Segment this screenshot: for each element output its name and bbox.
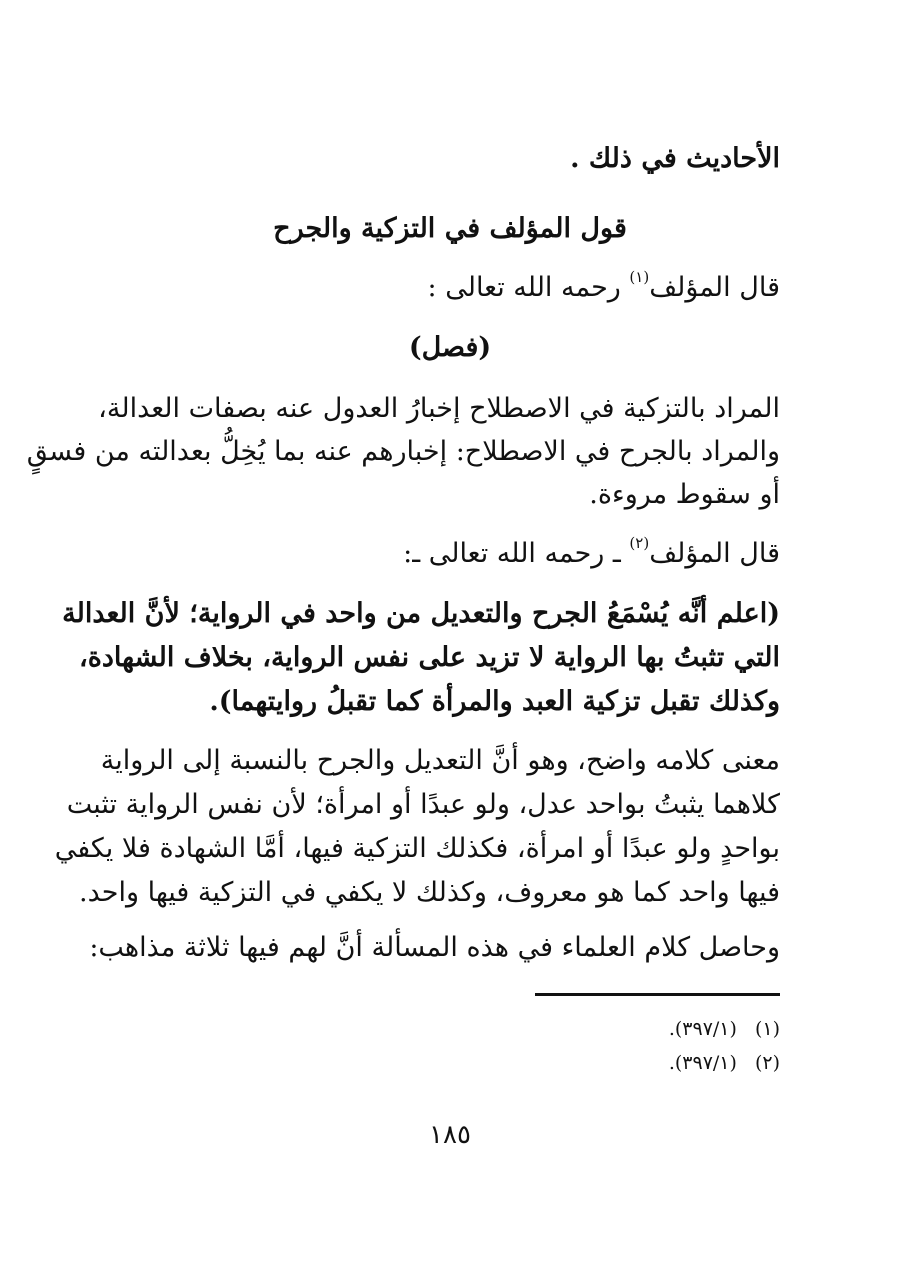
footnote-ref-1[interactable]: (١) xyxy=(629,268,650,286)
author-attribution-1-after: رحمه الله تعالى : xyxy=(427,272,630,303)
commentary-line-2: كلاهما يثبتُ بواحد عدل، ولو عبدًا أو امرأة؛ لأن نفس الرواية تثبت xyxy=(66,789,780,820)
author-attribution-1 xyxy=(120,268,780,304)
footnote-2-text: (٣٩٧/١). xyxy=(668,1052,737,1074)
summary-line: وحاصل كلام العلماء في هذه المسألة أنَّ لهم فيها ثلاثة مذاهب: xyxy=(89,932,780,963)
commentary-line-4: فيها واحد كما هو معروف، وكذلك لا يكفي في التزكية فيها واحد. xyxy=(79,877,780,908)
author-attribution-1-before: قال المؤلف xyxy=(649,272,780,303)
footnote-1-number: (١) xyxy=(754,1018,780,1040)
quote-line-2: التي تثبتُ بها الرواية لا تزيد على نفس الرواية، بخلاف الشهادة، xyxy=(79,642,780,673)
footnote-separator xyxy=(535,993,780,996)
footnote-1 xyxy=(669,1018,780,1040)
definition-line-1: المراد بالتزكية في الاصطلاح إخبارُ العدول عنه بصفات العدالة، xyxy=(98,393,780,424)
author-attribution-2-before: قال المؤلف xyxy=(649,538,780,569)
author-attribution-2-after: ـ رحمه الله تعالى ـ: xyxy=(403,538,630,569)
footnote-2-number: (٢) xyxy=(754,1052,780,1074)
fasl-heading: (فصل) xyxy=(408,332,492,363)
quote-line-3: وكذلك تقبل تزكية العبد والمرأة كما تقبلُ روايتهما). xyxy=(209,686,780,717)
definition-line-3: أو سقوط مروءة. xyxy=(589,479,780,510)
page-number: ١٨٥ xyxy=(429,1120,471,1150)
footnote-ref-2[interactable]: (٢) xyxy=(629,534,650,552)
intro-line: الأحاديث في ذلك . xyxy=(570,143,780,174)
quote-line-1: (اعلم أنَّه يُسْمَعُ الجرح والتعديل من واحد في الرواية؛ لأنَّ العدالة xyxy=(62,598,780,629)
author-attribution-2 xyxy=(120,534,780,570)
footnote-2 xyxy=(669,1052,780,1074)
section-heading: قول المؤلف في التزكية والجرح xyxy=(273,213,627,244)
definition-line-2: والمراد بالجرح في الاصطلاح: إخبارهم عنه بما يُخِلُّ بعدالته من فسقٍ xyxy=(26,436,780,467)
footnote-1-text: (٣٩٧/١). xyxy=(668,1018,737,1040)
commentary-line-3: بواحدٍ ولو عبدًا أو امرأة، فكذلك التزكية فيها، أمَّا الشهادة فلا يكفي xyxy=(54,833,780,864)
commentary-line-1: معنى كلامه واضح، وهو أنَّ التعديل والجرح بالنسبة إلى الرواية xyxy=(100,745,780,776)
